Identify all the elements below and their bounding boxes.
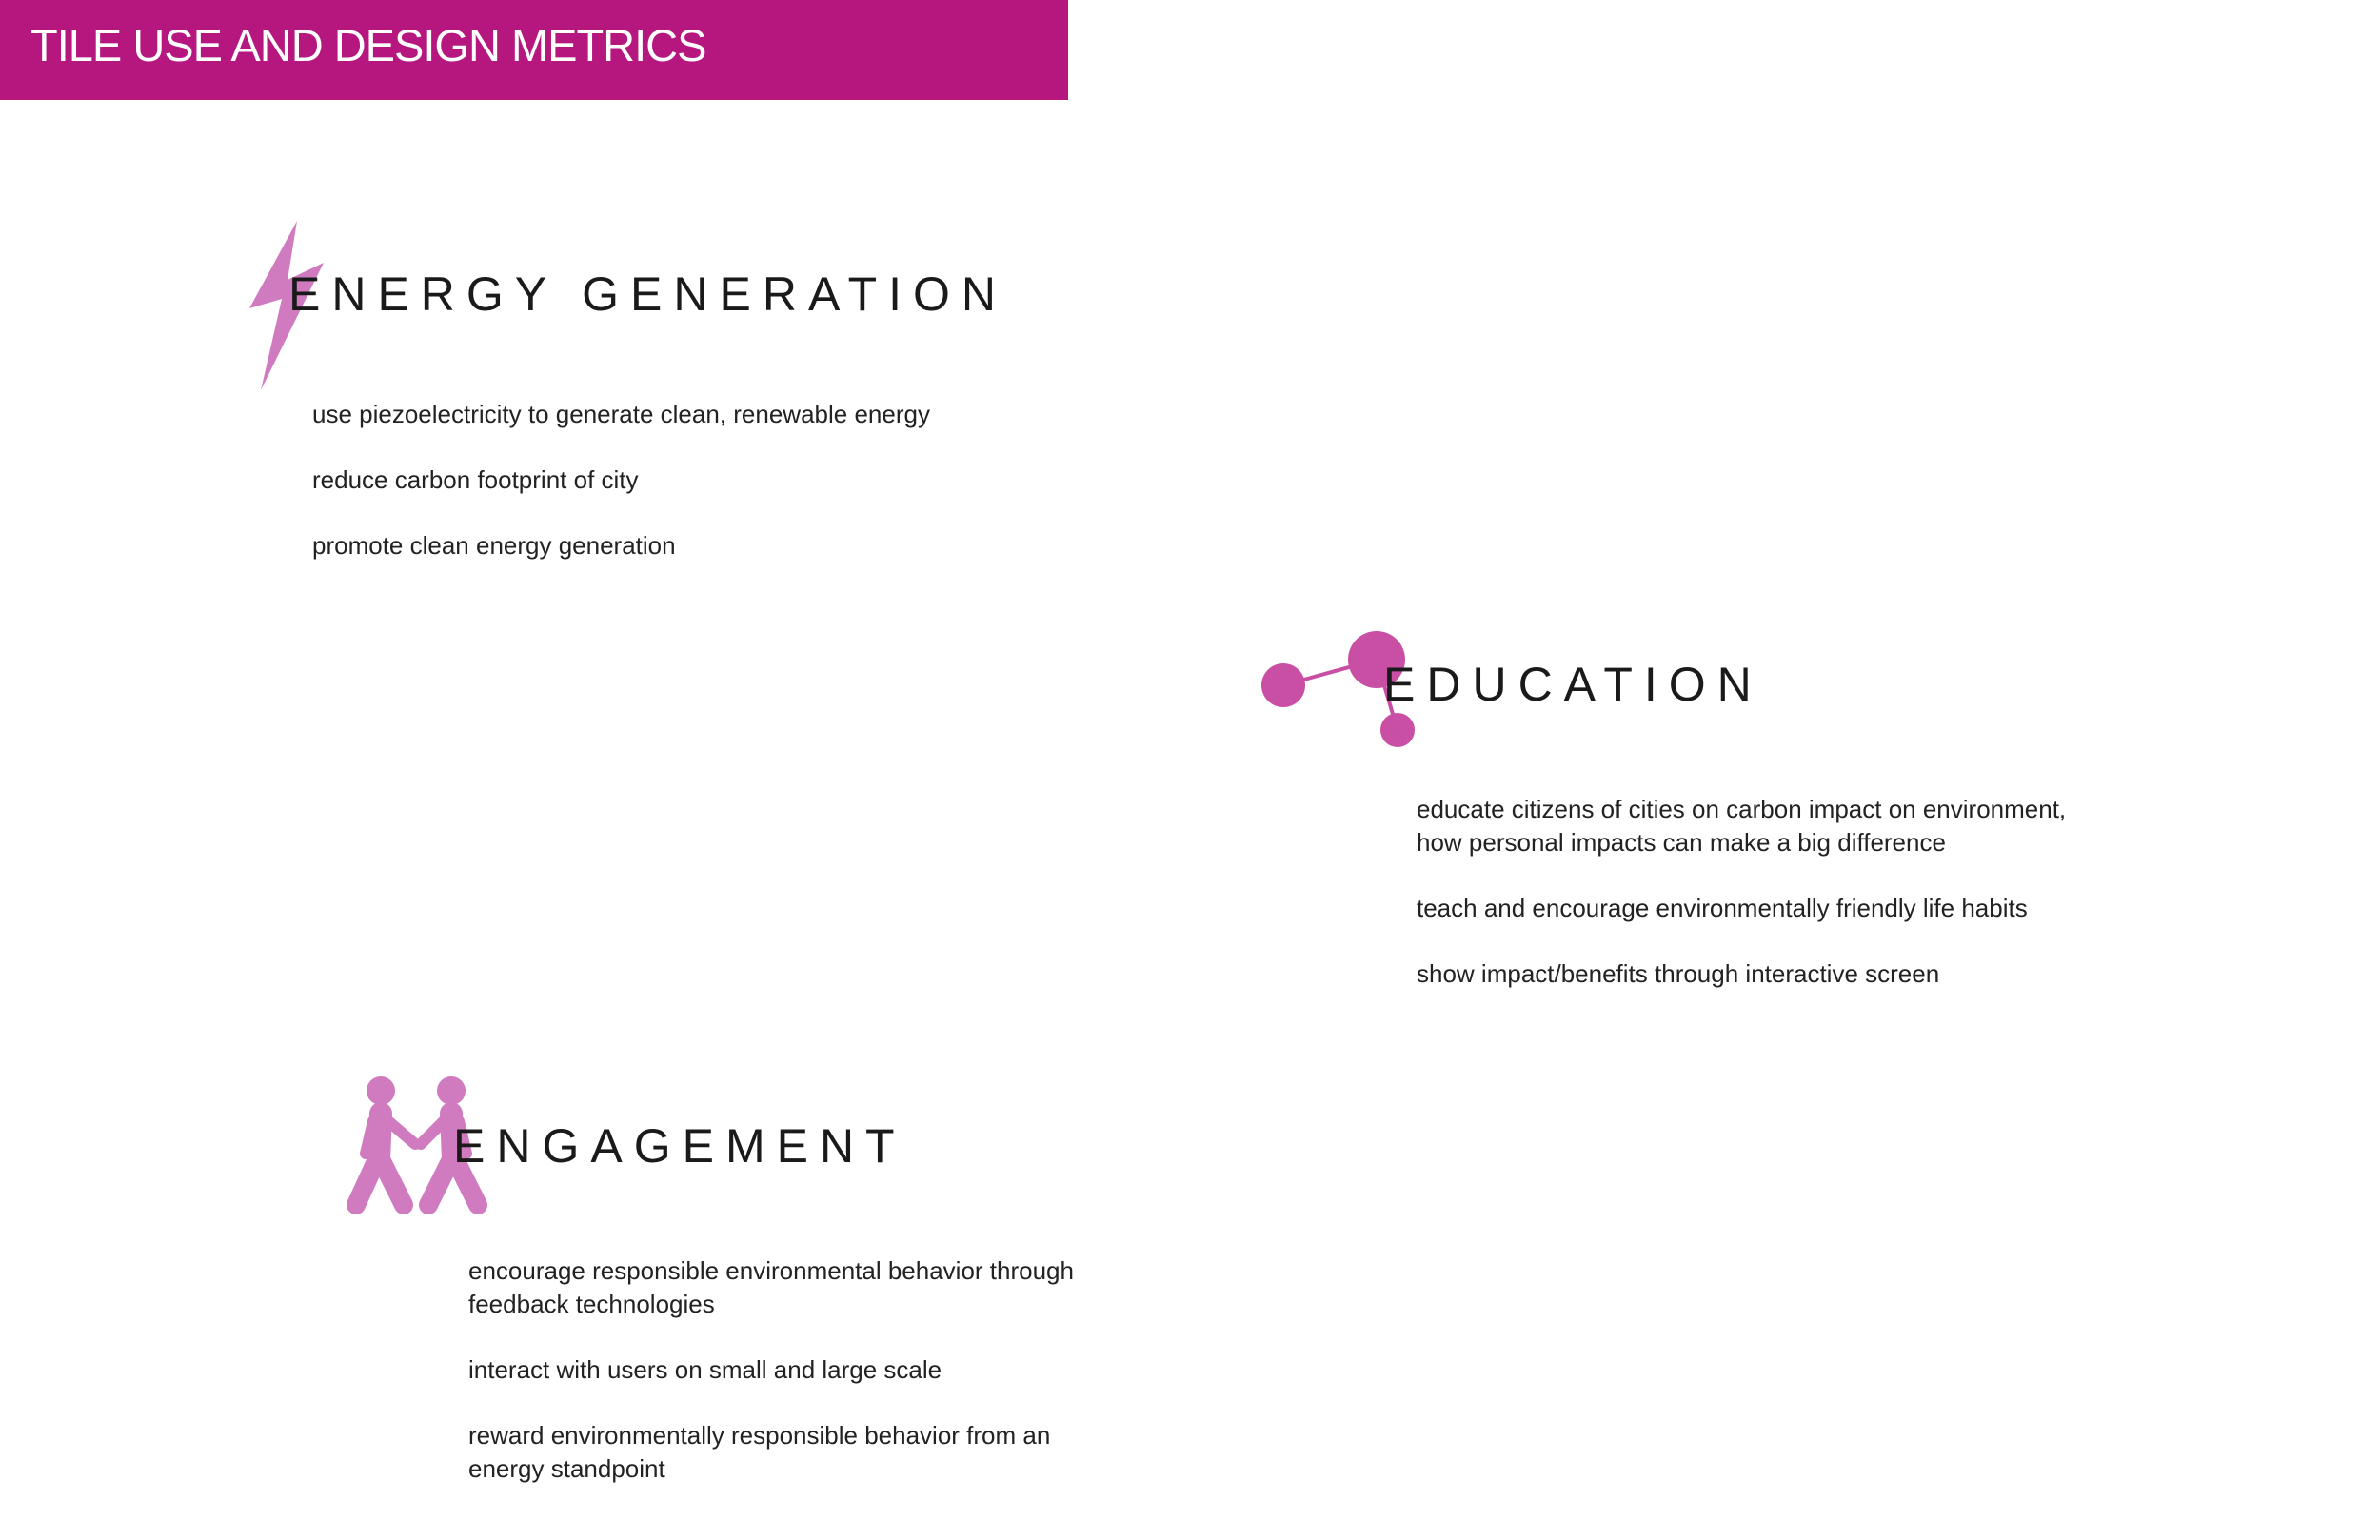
bullet-item: show impact/benefits through interactive screen xyxy=(1417,959,1940,988)
section-title: ENGAGEMENT xyxy=(453,1119,906,1173)
bullet-item: promote clean energy generation xyxy=(312,531,676,560)
bullet-list xyxy=(1417,793,2140,1023)
bullet-item: educate citizens of cities on carbon impact on environment, how personal impacts can make a big difference xyxy=(1417,795,2067,857)
bullet-list xyxy=(468,1254,1154,1518)
bullet-item: interact with users on small and large scale xyxy=(468,1355,942,1384)
page-title: TILE USE AND DESIGN METRICS xyxy=(30,20,706,70)
section-title: EDUCATION xyxy=(1383,658,1763,711)
bullet-item: encourage responsible environmental behavior through feedback technologies xyxy=(468,1256,1074,1318)
bullet-item: teach and encourage environmentally friendly life habits xyxy=(1417,894,2028,922)
section-title: ENERGY GENERATION xyxy=(288,267,1008,321)
bullet-item: reward environmentally responsible behavior from an energy standpoint xyxy=(468,1421,1051,1483)
header-bar xyxy=(0,0,1068,100)
bullet-item: use piezoelectricity to generate clean, renewable energy xyxy=(312,400,930,428)
bullet-list xyxy=(312,398,1036,595)
bullet-item: reduce carbon footprint of city xyxy=(312,465,639,494)
